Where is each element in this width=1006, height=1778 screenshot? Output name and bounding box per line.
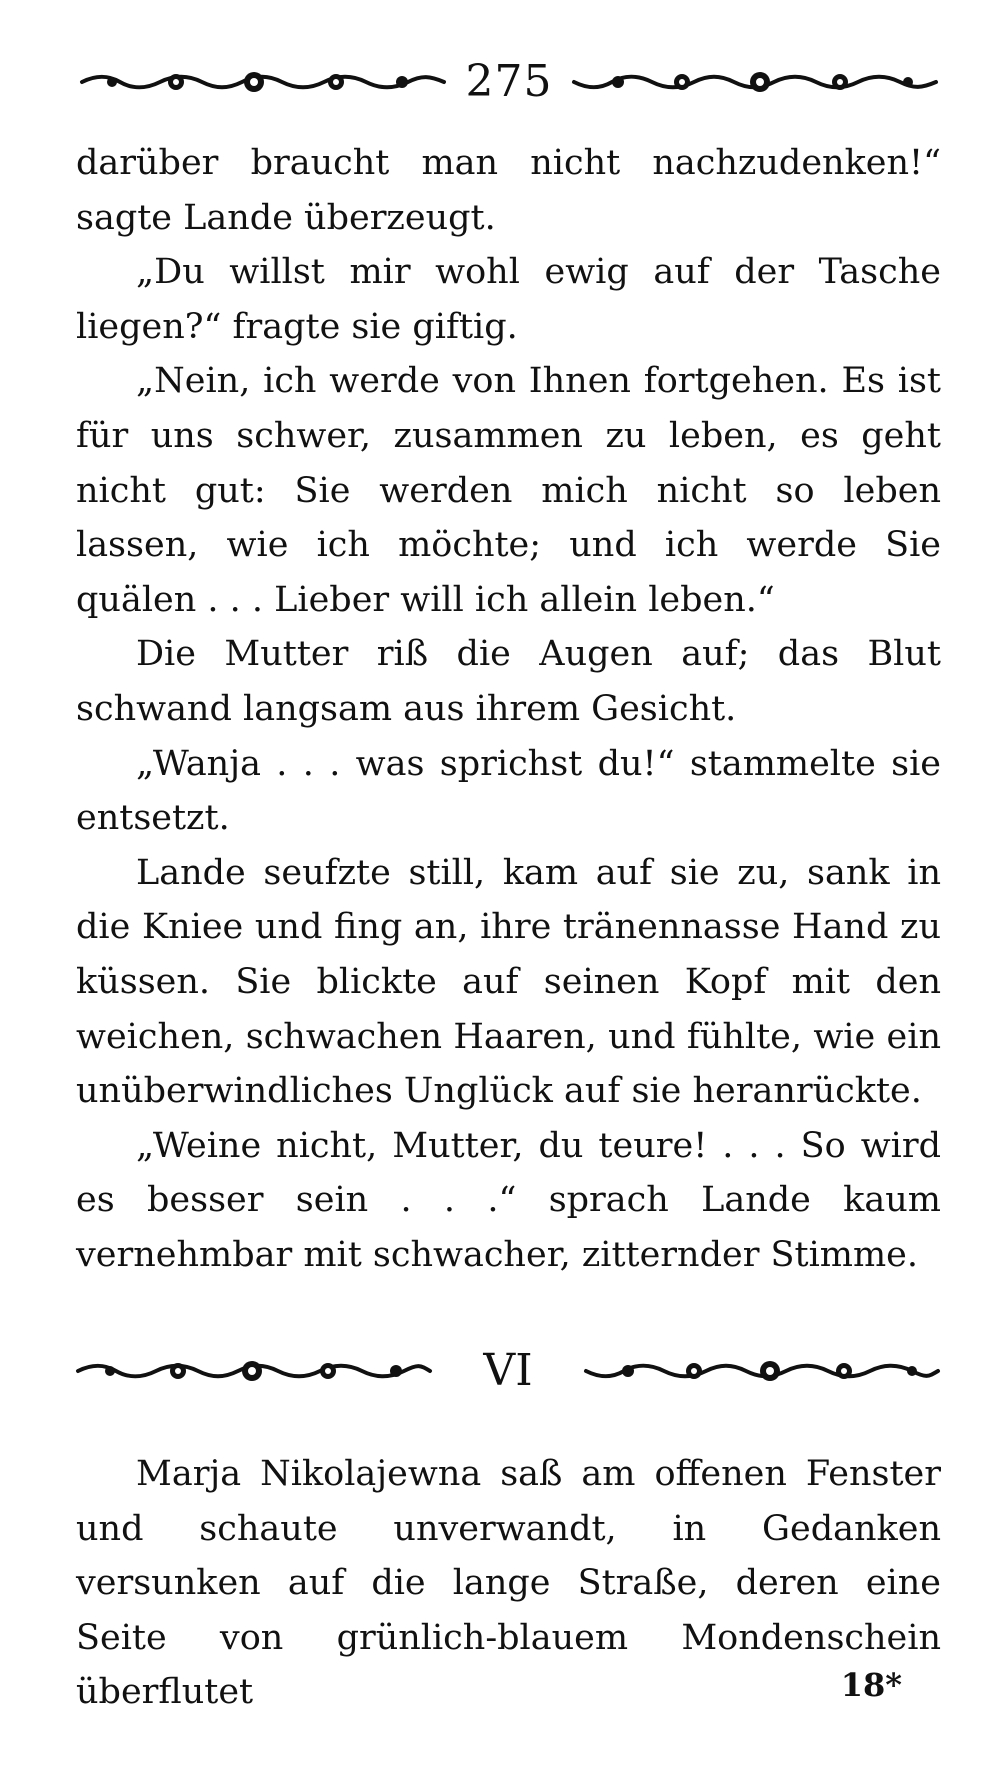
paragraph: „Nein, ich werde von Ihnen fortgehen. Es ist für uns schwer, zusammen zu leben, es geht nicht gut: Sie werden mich nicht so leben lassen, wie ich möchte; und ich werde Sie quälen . . . Lieber will ich allein leben.“ [76, 361, 941, 620]
paragraph: Lande seufzte still, kam auf sie zu, sank in die Kniee und fing an, ihre tränennasse Hand zu küssen. Sie blickte auf seinen Kopf mit den weichen, schwachen Haaren, und fühlte, wie ein unüberwindliches Unglück auf sie heranrückte. [76, 852, 941, 1112]
bottom-text-block [76, 1447, 941, 1720]
right-ornament-icon [570, 70, 940, 94]
left-ornament-icon [78, 70, 448, 94]
paragraph: „Du willst mir wohl ewig auf der Tasche liegen?“ fragte sie giftig. [76, 252, 941, 347]
chapter-left-ornament-icon [74, 1359, 434, 1383]
chapter-title: VI [483, 1345, 533, 1396]
page-header [78, 52, 940, 112]
paragraph: Die Mutter riß die Augen auf; das Blut schwand langsam aus ihrem Gesicht. [76, 634, 941, 729]
paragraph: „Weine nicht, Mutter, du teure! . . . So wird es besser sein . . .“ sprach Lande kaum vernehmbar mit schwacher, zitternder Stimme. [76, 1125, 941, 1275]
page-number: 275 [465, 56, 553, 107]
chapter-header [74, 1340, 942, 1402]
signature-mark: 18* [840, 1666, 902, 1704]
paragraph: „Wanja . . . was sprichst du!“ stammelte sie entsetzt. [76, 743, 941, 839]
top-text-block [76, 136, 941, 1282]
paragraph: Marja Nikolajewna saß am offenen Fenster und schaute unverwandt, in Gedanken versunken auf die lange Straße, deren eine Seite von grünlich-blauem Mondenschein überflutet [76, 1454, 941, 1713]
paragraph-continued: darüber braucht man nicht nachzudenken!“ sagte Lande überzeugt. [76, 143, 941, 238]
chapter-right-ornament-icon [582, 1359, 942, 1383]
